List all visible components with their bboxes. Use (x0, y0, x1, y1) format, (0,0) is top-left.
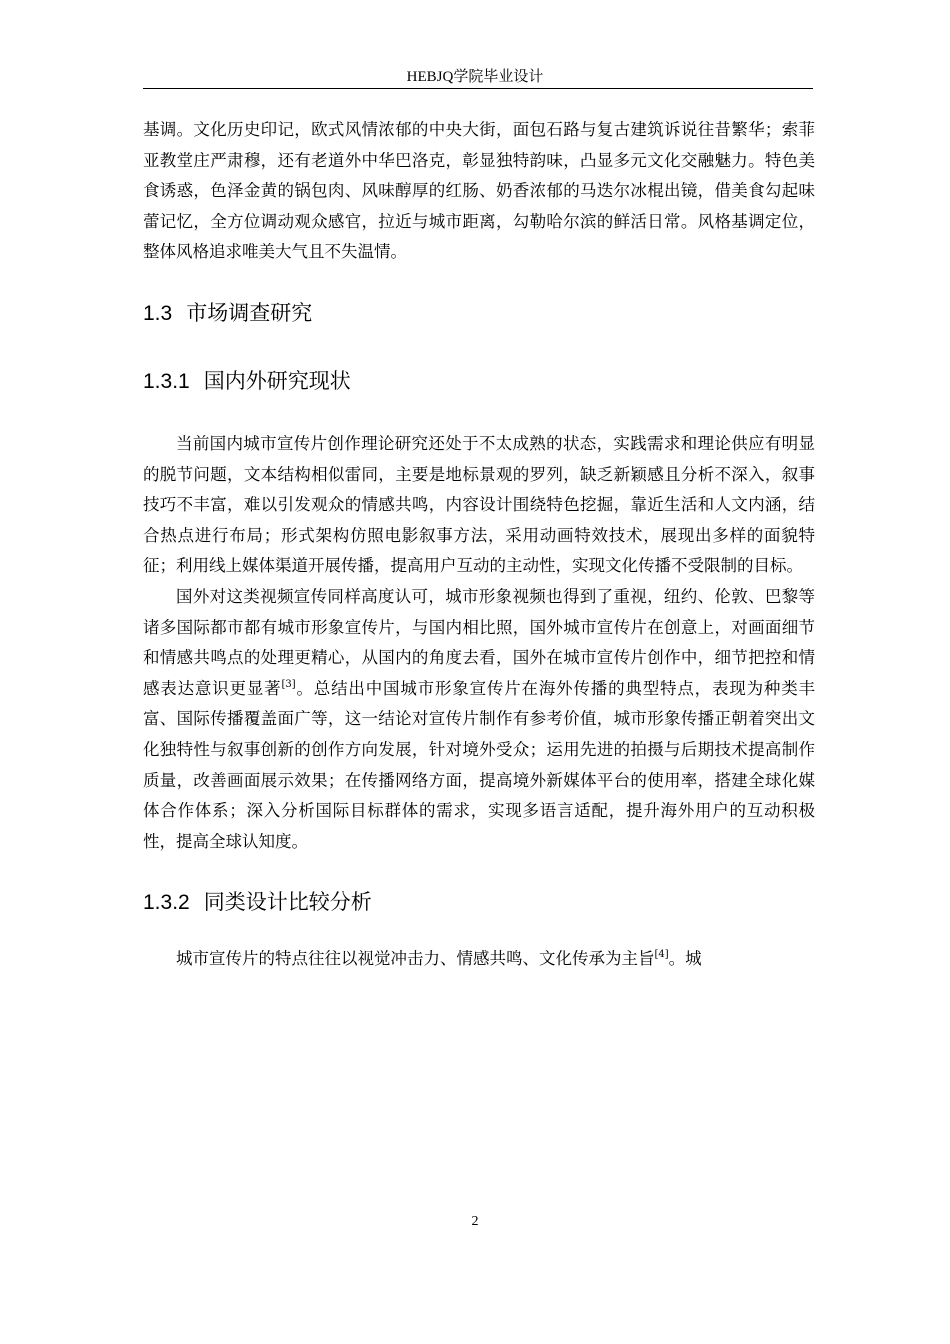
heading-text: 国内外研究现状 (203, 368, 351, 393)
heading-number: 1.3.2 (143, 891, 190, 915)
paragraph-text: 城市宣传片的特点往往以视觉冲击力、情感共鸣、文化传承为主旨 (176, 949, 655, 969)
body-paragraph: 基调。文化历史印记，欧式风情浓郁的中央大街，面包石路与复古建筑诉说往昔繁华；索菲亚教堂庄严肃穆，还有老道外中华巴洛克，彰显独特韵味，凸显多元文化交融魅力。特色美食诱惑，色泽金黄的锅包肉、风味醇厚的红肠、奶香浓郁的马迭尔冰棍出镜，借美食勾起味蕾记忆，全方位调动观众感官，拉近与城市距离，勾勒哈尔滨的鲜活日常。风格基调定位，整体风格追求唯美大气且不失温情。 (143, 120, 815, 262)
citation-ref[interactable]: [3] (281, 678, 296, 690)
body-paragraph: 当前国内城市宣传片创作理论研究还处于不太成熟的状态，实践需求和理论供应有明显的脱节问题，文本结构相似雷同，主要是地标景观的罗列，缺乏新颖感且分析不深入，叙事技巧不丰富，难以引发观众的情感共鸣，内容设计围绕特色挖掘，靠近生活和人文内涵，结合热点进行布局；形式架构仿照电影叙事方法，采用动画特效技术，展现出多样的面貌特征；利用线上媒体渠道开展传播，提高用户互动的主动性，实现文化传播不受限制的目标。 (143, 433, 815, 576)
paragraph-text: 国外对这类视频宣传同样高度认可，城市形象视频也得到了重视，纽约、伦敦、巴黎等诸多国际都市都有城市形象宣传片，与国内相比照，国外城市宣传片在创意上，对画面细节和情感共鸣点的处理更精心，从国内的角度去看，国外在城市宣传片创作中，细节把控和情感表达意识更显著 (143, 586, 815, 698)
page-body (143, 115, 815, 975)
page-number: 2 (471, 1214, 479, 1229)
paragraph-text: 。城 (668, 949, 702, 969)
header-divider (143, 88, 813, 89)
body-paragraph (143, 944, 815, 975)
heading-number: 1.3.1 (143, 369, 190, 393)
paragraph-text: 。总结出中国城市形象宣传片在海外传播的典型特点，表现为种类丰富、国际传播覆盖面广等，这一结论对宣传片制作有参考价值，城市形象传播正朝着突出文化独特性与叙事创新的创作方向发展，针对境外受众；运用先进的拍摄与后期技术提高制作质量，改善画面展示效果；在传播网络方面，提高境外新媒体平台的使用率，搭建全球化媒体合作体系；深入分析国际目标群体的需求，实现多语言适配，提升海外用户的互动积极性，提高全球认知度。 (143, 678, 816, 851)
body-paragraph (143, 582, 815, 857)
heading-text: 市场调查研究 (186, 300, 313, 325)
citation-ref[interactable]: [4] (654, 949, 669, 961)
section-heading-1-3 (143, 298, 815, 329)
heading-text: 同类设计比较分析 (203, 890, 372, 915)
page-header-title: HEBJQ学院毕业设计 (406, 69, 544, 85)
section-heading-1-3-2 (143, 887, 815, 918)
heading-number: 1.3 (143, 301, 173, 325)
section-heading-1-3-1 (143, 366, 815, 397)
